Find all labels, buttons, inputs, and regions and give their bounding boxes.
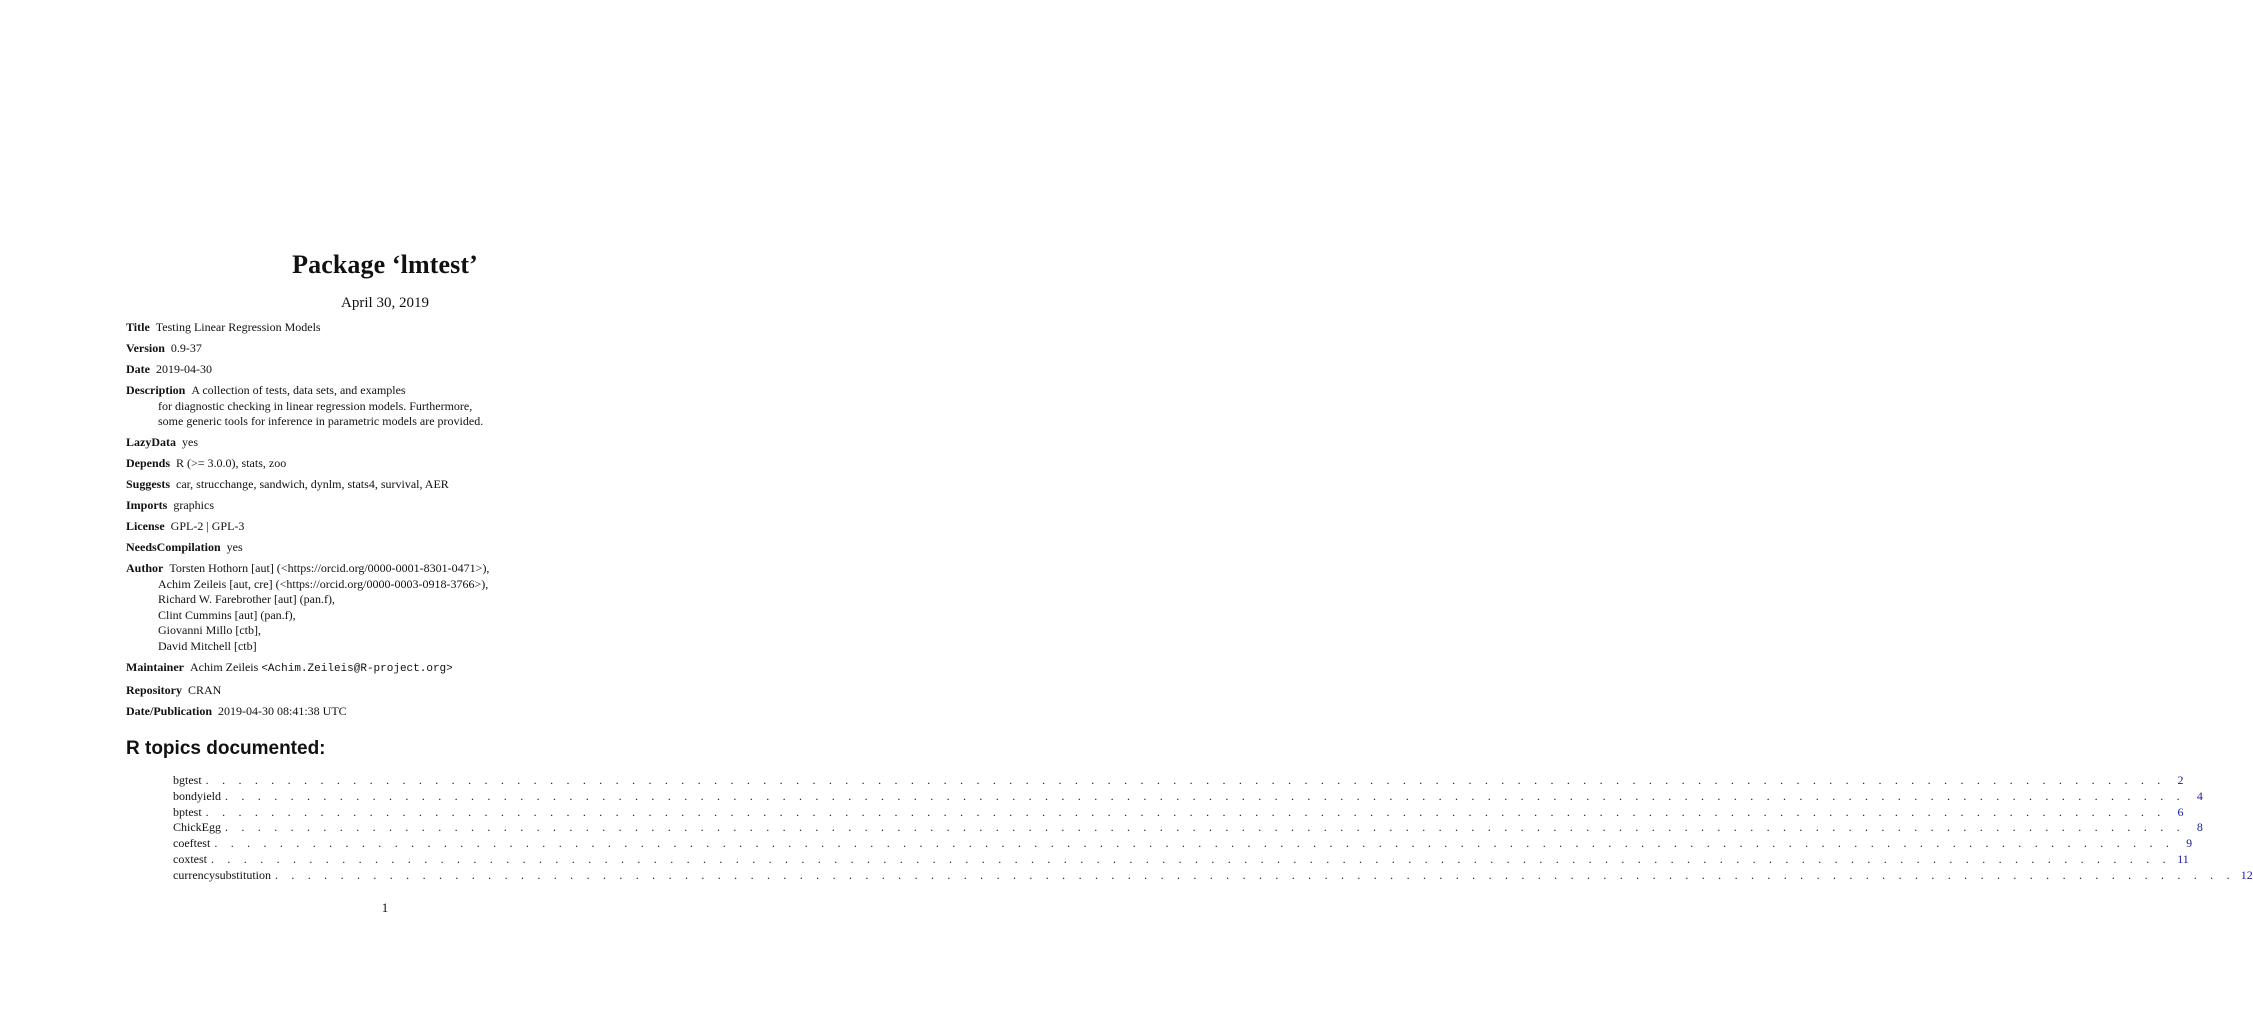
field-key: Repository bbox=[126, 682, 182, 697]
toc-leader-dots: . . . . . . . . . . . . . . . . . . . . . . . . . . . . . . . . . . . . . . . . . . . . . . . . . . . . . . . . . . . . . . . . . . . . . . . . . . . . . . . . . . . . . . . . . . . . . . . . . . . . . . . . . . . . . . . . . . . . . . . . bbox=[225, 820, 2185, 835]
field-description bbox=[126, 383, 646, 430]
field-date bbox=[126, 362, 646, 378]
field-key: Date bbox=[126, 362, 150, 376]
page-number: 1 bbox=[381, 900, 389, 915]
field-value: Testing Linear Regression Models bbox=[155, 320, 321, 334]
field-needscompilation bbox=[126, 540, 646, 556]
field-depends bbox=[126, 456, 646, 472]
field-key: LazyData bbox=[126, 435, 176, 449]
field-license bbox=[126, 519, 646, 535]
field-key: Author bbox=[126, 561, 164, 575]
field-author bbox=[126, 561, 646, 654]
toc-topic-name[interactable]: bondyield bbox=[173, 789, 225, 804]
toc-leader-dots: . . . . . . . . . . . . . . . . . . . . . . . . . . . . . . . . . . . . . . . . . . . . . . . . . . . . . . . . . . . . . . . . . . . . . . . . . . . . . . . . . . . . . . . . . . . . . . . . . . . . . . . . . . . . . . . . . . . . . . . . bbox=[211, 851, 2171, 866]
toc-page-link[interactable]: 8 bbox=[2196, 820, 2203, 835]
toc-topic-name[interactable]: coeftest bbox=[173, 836, 214, 851]
field-repository bbox=[126, 683, 646, 699]
field-value: yes bbox=[182, 435, 198, 449]
field-value-continuation: Achim Zeileis [aut, cre] (<https://orcid.org/0000-0003-0918-3766>), bbox=[158, 576, 489, 591]
field-value: Achim Zeileis bbox=[190, 659, 259, 674]
field-value: Torsten Hothorn [aut] (<https://orcid.org/0000-0001-8301-0471>), bbox=[169, 561, 490, 575]
toc-topic-name[interactable]: bptest bbox=[173, 805, 206, 820]
toc-leader-dots: . . . . . . . . . . . . . . . . . . . . . . . . . . . . . . . . . . . . . . . . . . . . . . . . . . . . . . . . . . . . . . . . . . . . . . . . . . . . . . . . . . . . . . . . . . . . . . . . . . . . . . . . . . . . . . . . . . . . . . . . bbox=[225, 788, 2185, 803]
description-fields bbox=[126, 320, 646, 725]
field-value-continuation: Giovanni Millo [ctb], bbox=[158, 623, 261, 637]
field-title bbox=[126, 320, 646, 336]
field-value-continuation: Richard W. Farebrother [aut] (pan.f), bbox=[158, 592, 335, 606]
field-value-continuation: some generic tools for inference in parametric models are provided. bbox=[158, 414, 484, 428]
toc-topic-name[interactable]: currencysubstitution bbox=[173, 868, 275, 883]
field-imports bbox=[126, 498, 646, 514]
toc-page-link[interactable]: 12 bbox=[2240, 867, 2253, 882]
field-key: Title bbox=[126, 320, 150, 334]
field-value: R (>= 3.0.0), stats, zoo bbox=[176, 456, 287, 470]
field-key: Depends bbox=[126, 456, 171, 470]
toc-topic-name[interactable]: coxtest bbox=[173, 852, 211, 867]
field-value: 2019-04-30 bbox=[156, 362, 212, 376]
field-key: Date/Publication bbox=[126, 703, 212, 718]
topics-heading: R topics documented: bbox=[126, 738, 326, 759]
field-lazydata bbox=[126, 435, 646, 451]
field-key: NeedsCompilation bbox=[126, 540, 221, 554]
package-title: Package ‘lmtest’ bbox=[292, 250, 478, 279]
toc-leader-dots: . . . . . . . . . . . . . . . . . . . . . . . . . . . . . . . . . . . . . . . . . . . . . . . . . . . . . . . . . . . . . . . . . . . . . . . . . . . . . . . . . . . . . . . . . . . . . . . . . . . . . . . . . . . . . . . . . . . . . . . . bbox=[274, 867, 2235, 882]
toc-page-link[interactable]: 4 bbox=[2196, 788, 2203, 803]
toc-page-link[interactable]: 9 bbox=[2186, 836, 2193, 851]
toc-entry[interactable] bbox=[173, 804, 2184, 821]
field-value-continuation: David Mitchell [ctb] bbox=[158, 638, 257, 653]
toc-leader-dots: . . . . . . . . . . . . . . . . . . . . . . . . . . . . . . . . . . . . . . . . . . . . . . . . . . . . . . . . . . . . . . . . . . . . . . . . . . . . . . . . . . . . . . . . . . . . . . . . . . . . . . . . . . . . . . . . . . . . . . . . bbox=[205, 804, 2166, 819]
toc-topic-name[interactable]: ChickEgg bbox=[173, 820, 225, 835]
toc-entry[interactable] bbox=[173, 836, 2193, 852]
field-value: GPL-2 | GPL-3 bbox=[170, 519, 245, 533]
field-value: car, strucchange, sandwich, dynlm, stats4, survival, AER bbox=[176, 477, 449, 491]
field-key: Suggests bbox=[126, 477, 171, 491]
toc-page-link[interactable]: 2 bbox=[2177, 773, 2184, 787]
toc-page-link[interactable]: 6 bbox=[2177, 804, 2184, 819]
field-value: CRAN bbox=[188, 682, 222, 697]
field-key: Description bbox=[126, 383, 186, 397]
field-value-continuation: Clint Cummins [aut] (pan.f), bbox=[158, 607, 296, 622]
toc-leader-dots: . . . . . . . . . . . . . . . . . . . . . . . . . . . . . . . . . . . . . . . . . . . . . . . . . . . . . . . . . . . . . . . . . . . . . . . . . . . . . . . . . . . . . . . . . . . . . . . . . . . . . . . . . . . . . . . . . . . . . . . . bbox=[205, 773, 2166, 787]
field-key: License bbox=[126, 519, 165, 533]
table-of-contents bbox=[173, 773, 2253, 884]
field-key: Maintainer bbox=[126, 659, 184, 674]
toc-entry[interactable] bbox=[173, 820, 2203, 836]
field-key: Version bbox=[126, 341, 165, 355]
field-key: Imports bbox=[126, 498, 168, 512]
field-value: A collection of tests, data sets, and examples bbox=[191, 383, 406, 397]
field-value: yes bbox=[226, 540, 243, 554]
toc-entry[interactable] bbox=[173, 851, 2189, 868]
toc-leader-dots: . . . . . . . . . . . . . . . . . . . . . . . . . . . . . . . . . . . . . . . . . . . . . . . . . . . . . . . . . . . . . . . . . . . . . . . . . . . . . . . . . . . . . . . . . . . . . . . . . . . . . . . . . . . . . . . . . . . . . . . . bbox=[214, 836, 2175, 851]
toc-entry[interactable] bbox=[173, 867, 2253, 884]
field-version bbox=[126, 341, 646, 357]
field-value: graphics bbox=[173, 498, 214, 512]
field-value-continuation: for diagnostic checking in linear regression models. Furthermore, bbox=[158, 398, 473, 413]
field-suggests bbox=[126, 477, 646, 493]
field-value: 0.9-37 bbox=[170, 341, 202, 355]
toc-entry[interactable] bbox=[173, 773, 2184, 789]
field-date-publication bbox=[126, 704, 646, 720]
toc-page-link[interactable]: 11 bbox=[2177, 851, 2189, 866]
field-maintainer bbox=[126, 660, 646, 678]
maintainer-email: <Achim.Zeileis@R-project.org> bbox=[261, 662, 453, 675]
package-date: April 30, 2019 bbox=[341, 295, 429, 311]
field-value: 2019-04-30 08:41:38 UTC bbox=[218, 703, 347, 718]
toc-entry[interactable] bbox=[173, 788, 2203, 805]
toc-topic-name[interactable]: bgtest bbox=[173, 773, 206, 788]
